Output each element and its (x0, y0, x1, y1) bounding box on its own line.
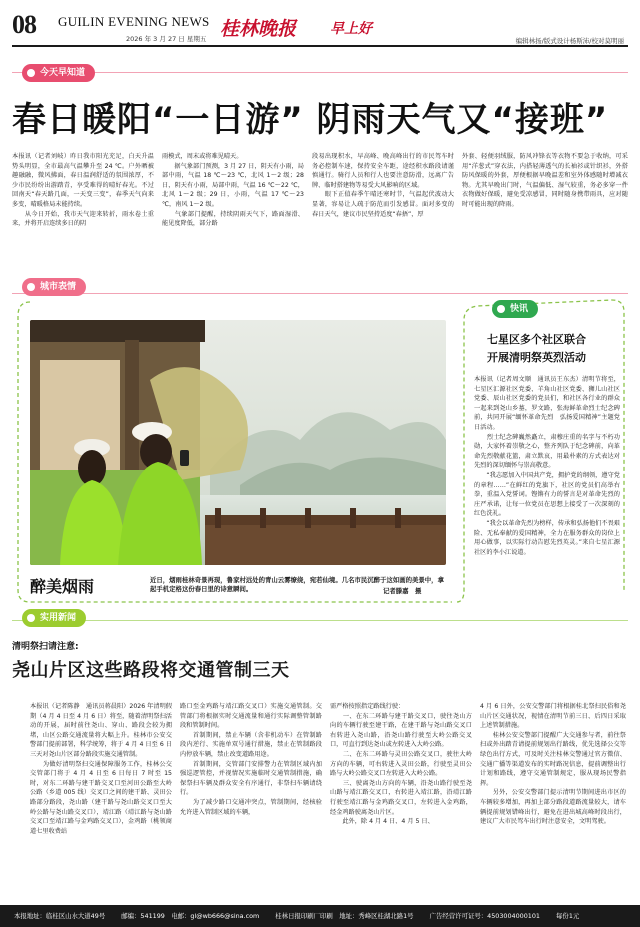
editor-credits: 编辑林扬/版式设计杨斯沛/校对莫明丽 (515, 37, 624, 45)
footer-contact: 邮编：541199 电邮：gl@wb666@sina.com (121, 912, 260, 920)
main-headline: 春日暖阳“一日游” 阴雨天气又“接班” (12, 100, 609, 140)
side-headline-line2: 开展清明祭英烈活动 (487, 351, 586, 364)
issue-date: 2026 年 3 月 27 日 星期五 (126, 35, 207, 43)
side-article-body: 本报讯（记者周文顺 通讯员王东杰）清明节将至，七星区汇源社区党委、羊角山社区党委、狮儿山社区党委、辰山社区党委的党员们，和社区各行业的群众一起来到尧山乡墓，罗文路，张海鲜革命烈士纪念碑前，共同开展“缅怀革命先烈 弘扬爱国精神”主题党日活动。 烈士纪念碑巍然矗立，肃穆庄重的名字与不朽功勋，大家怀着崇敬之心，整齐列队于纪念碑前，向革命先烈敬献花篮，肃立默哀，用最朴素的方式表达对先烈的深切缅怀与崇高敬意。 “我志愿加入中国共产党，拥护党的纲领，遵守党的章程……”在鲜红的党旗下，社区的党员们高举右拳，重温入党誓词。铿锵有力的誓言是对革命先烈的庄严承诺，让每一位党员在思想上接受了一次深刻的红色洗礼。 “我会以革命先烈为榜样，传承和弘扬他们不畏艰险、无私奉献的爱国精神，全力在服务群众的岗位上用心做事，以实际行动告慰先烈英灵。”来自七星汇源社区的李小江说道。 (474, 376, 620, 556)
traffic-kicker: 清明祭扫请注意: (12, 642, 79, 652)
masthead-logo: 桂林晚报 (220, 18, 297, 40)
footer-printer: 桂林日报印刷厂印刷 地址：秀峰区桂湖北路1号 (275, 912, 414, 920)
paper-name: GUILIN EVENING NEWS (58, 14, 210, 29)
section-tag-city: 城市表情 (22, 278, 86, 296)
traffic-article-col1: 本报讯（记者陈静 通讯员蒋晨阳）2026 年清明假期（4 月 4 日至 4 月 6 日）将至，随着清明祭扫活动的开展，届时前往尧山、穿山、路段会较为拥堵，山区公路交通流量将大幅上升。桂林市公安交警部门提前部署，科学统筹，将于 4 月 4 日至 6 日三天对尧山片区部分路段实施交通管制。 为做好清明祭扫交通保障服务工作，桂林公交交管部门将于 4 月 4 日至 6 日每日 7 时至 15 时，对东二环路与建干路交叉口至河田公路至大岭公路（乡道 005 线）交叉口之间的建干路、灵田公路部分路段，尧山路（建干路与尧山路交叉口至大岭公路与尧山路交叉口），靖江路（靖江路与尧山路交叉口至靖江路与金鸡路交叉口），金鸡路（桃领商道七里收费站 (30, 703, 172, 835)
misty-landscape-photo (30, 320, 446, 565)
masthead-slogan: 早上好 (330, 21, 372, 37)
section-tag-today: 今天早知道 (22, 64, 95, 82)
footer-address: 本报地址：临桂区山水大道49号 (14, 912, 106, 920)
section-rule (12, 72, 628, 73)
section-rule (12, 620, 628, 621)
traffic-headline: 尧山片区这些路段将交通管制三天 (12, 660, 290, 681)
weather-article-col1: 本报讯（记者刘岐）昨日我市阳光充足，白天升温势头明显，全市最高气温攀升至 24 ℃。户外晒被趣融融，微风拂面，春日温润舒适的氛围浓厚，不少市民纷纷出游踏青，享受难得的晴好春光。不过回南天“春天路几面，一天变三变”，春季天气向来多变，晴暖格局未能持续。 从今日开始，我市天气迎来转折，雨水卷土重来，并将开启连续多日的阴 (12, 153, 154, 228)
section-tag-news: 实用新闻 (22, 609, 86, 627)
side-headline-line1: 七星区多个社区联合 (487, 333, 586, 346)
footer-bar (0, 905, 640, 927)
header-rule (12, 45, 628, 47)
weather-article-col4: 外套、轻便羽绒服，防风冲锋衣等衣物不要急于收纳，可采用“洋葱式”穿衣法，内搭轻薄透气的长袖衫或针织衫，外搭防风保暖的外套，厚便根据早晚温差和室外体感随时增减衣物。尤其早晚出门时，气温偏低、湿气较重，务必多穿一件衣物做好保暖，避免受凉感冒，同时随身携带雨具，应对随时可能出现的降雨。 (462, 153, 628, 208)
traffic-article-col4: 4 月 6 日外，公安交警部门将根据桂北祭扫民俗和尧山片区交通状况，视情在清明节前三日、后四日采取上述管制措施。 桂林公安交警部门提醒广大交通参与者，前往祭扫或外出踏青请提前规划出行路线，优先选择公交等绿色出行方式，可及时关注桂林交警通过官方微信、交通广播等渠道发布的实时路况信息，提前调整出行计划和路线，遵守交通管制规定，服从现场民警指挥。 另外，公安交警部门提示清明节期间进出市区的车辆较多增加，再加上部分路段道路流量较大，请车辆提前规划错峰出行，避免在进出城高峰时段出行，建议广大市民驾车出行时注意安全，文明驾驶。 (480, 703, 626, 826)
photo-title: 醉美烟雨 (30, 577, 95, 596)
footer-license: 广告经营许可证号：4503004000101 (429, 912, 540, 920)
weather-article-col2: 雨模式，周末或将难见晴天。 据气象部门预测，3 月 27 日，阴天有小雨，局部中雨，气温 18 ℃～23 ℃，北风 1～2 级；28 日，阴天有小雨，局部中雨，气温 16 ℃～22 ℃，北风 1～2 级；29 日，小雨，气温 17 ℃～23 ℃，南风 1～2 级。 气象部门提醒，持续阴雨天气下，路面湿滑、能见度降低，部分路 (162, 153, 304, 228)
page-number: 08 (12, 10, 36, 39)
traffic-article-col3: 需严格按照指定路线行驶： 一、在东二环路与建干路交叉口，驶往尧山方向的车辆行驶至建干路，在建干路与尧山路交叉口右转进入尧山路，沿尧山路行驶至大岭公路交叉口，可直行到达尧山或左转进入大岭公路。 二、在东二环路与灵田公路交叉口，驶往大岭方向的车辆，可右转进入灵田公路，行驶至灵田公路与大岭公路交叉口左转进入大岭公路。 三、驶离尧山方向的车辆，沿尧山路行驶至尧山路与靖江路交叉口，右转进入靖江路，沿靖江路行驶至靖江路与金鸡路交叉口，左转进入金鸡路，经金鸡路驶离尧山片区。 此外，除 4 月 4 日、4 月 5 日、 (330, 703, 472, 826)
weather-article-col3: 段易出现积水，早高峰、晚高峰出行的市民驾车时务必控制车速，保持安全车距，途经积水路段请谨慎通行。骑行人员和行人也要注意防滑，远离广告牌、临时搭建物等易受大风影响的区域。 眼下正值春季午晴还寒时节，气温起伏波动大显著，容易让人疏于防范而引发感冒。面对多变的春日天气，建议市民坚持适度“春捂”，厚 (312, 153, 454, 218)
section-tag-flash: 快讯 (492, 300, 538, 318)
photo-credit: 记者滕嘉 摄 (383, 587, 422, 595)
footer-price: 每份1元 (556, 912, 580, 920)
side-headline (487, 331, 627, 367)
photo-caption: 近日，烟雨桂林奇景再现，鲁家村远处的青山云雾缭绕，宛若仙境。几名市民沉醉于这如画的美景中，拿起手机定格这份春日里的诗意瞬间。 (150, 576, 444, 593)
traffic-article-col2: 路口至金鸡路与靖江路交叉口）实施交通管制。交管部门将根据实时交通流量和通行实际调整管制路段和管制时间。 首制期间，禁止车辆（含非机动车）在管制路段内逆行、实施单双号通行措施，禁止在管制路段内停放车辆，禁止改变道路用途。 首制期间，交管部门安排警力在管制区域内加强巡逻管控，并视情况实施临时交通管制措施，确保祭扫车辆及群众安全有序通行，非祭扫车辆请绕行。 为了减少路口交通冲突点，管制期间，经核验允许进入管制区域的车辆， (180, 703, 322, 816)
